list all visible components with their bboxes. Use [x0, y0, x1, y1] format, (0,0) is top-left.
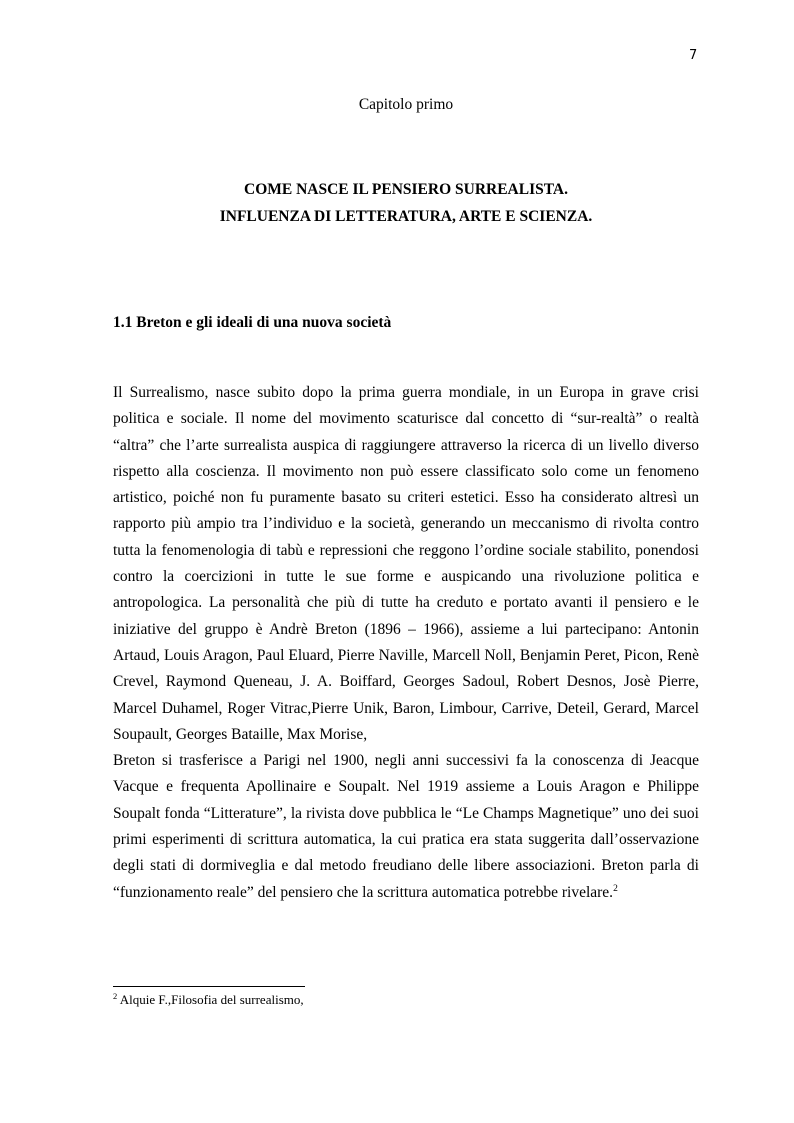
paragraph-2	[113, 748, 699, 906]
footnote-text: Alquie F.,Filosofia del surrealismo,	[117, 992, 304, 1007]
page-number: 7	[689, 48, 698, 63]
section-heading: 1.1 Breton e gli ideali di una nuova società	[113, 314, 392, 331]
footnote	[113, 992, 304, 1008]
paragraph-1: Il Surrealismo, nasce subito dopo la prima guerra mondiale, in un Europa in grave crisi politica e sociale. Il nome del movimento scaturisce dal concetto di “sur-realtà” o realtà “altra” che l’arte surrealista auspica di raggiungere attraverso la ricerca di un livello diverso rispetto alla coscienza. Il movimento non può essere classificato solo come un fenomeno artistico, poiché non fu puramente basato su criteri estetici. Esso ha considerato altresì un rapporto più ampio tra l’individuo e la società, generando un meccanismo di rivolta contro tutta la fenomenologia di tabù e repressioni che reggono l’ordine sociale stabilito, ponendosi contro la coercizioni in tutte le sue forme e auspicando una rivoluzione politica e antropologica. La personalità che più di tutte ha creduto e portato avanti il pensiero e le iniziative del gruppo è Andrè Breton (1896 – 1966), assieme a lui partecipano: Antonin Artaud, Louis Aragon, Paul Eluard, Pierre Naville, Marcell Noll, Benjamin Peret, Picon, Renè Crevel, Raymond Queneau, J. A. Boiffard, Georges Sadoul, Robert Desnos, Josè Pierre, Marcel Duhamel, Roger Vitrac,Pierre Unik, Baron, Limbour, Carrive, Deteil, Gerard, Marcel Soupault, Georges Bataille, Max Morise,	[113, 384, 699, 743]
footnote-reference[interactable]: 2	[613, 883, 618, 894]
footnote-divider	[113, 986, 305, 987]
chapter-title-line-2: INFLUENZA DI LETTERATURA, ARTE E SCIENZA.	[219, 208, 593, 225]
chapter-label: Capitolo primo	[358, 96, 454, 113]
body-text	[113, 380, 699, 906]
chapter-title	[0, 176, 794, 230]
footnote-marker: 2	[113, 991, 118, 1001]
chapter-title-line-1: COME NASCE IL PENSIERO SURREALISTA.	[244, 181, 568, 198]
paragraph-2-text: Breton si trasferisce a Parigi nel 1900, negli anni successivi fa la conoscenza di Jeacque Vacque e frequenta Apollinaire e Soupalt. Nel 1919 assieme a Louis Aragon e Philippe Soupalt fonda “Litterature”, la rivista dove pubblica le “Le Champs Magnetique” uno dei suoi primi esperimenti di scrittura automatica, la cui pratica era stata suggerita dall’osservazione degli stati di dormiveglia e dal metodo freudiano delle libere associazioni. Breton parla di “funzionamento reale” del pensiero che la scrittura automatica potrebbe rivelare.	[113, 752, 699, 901]
